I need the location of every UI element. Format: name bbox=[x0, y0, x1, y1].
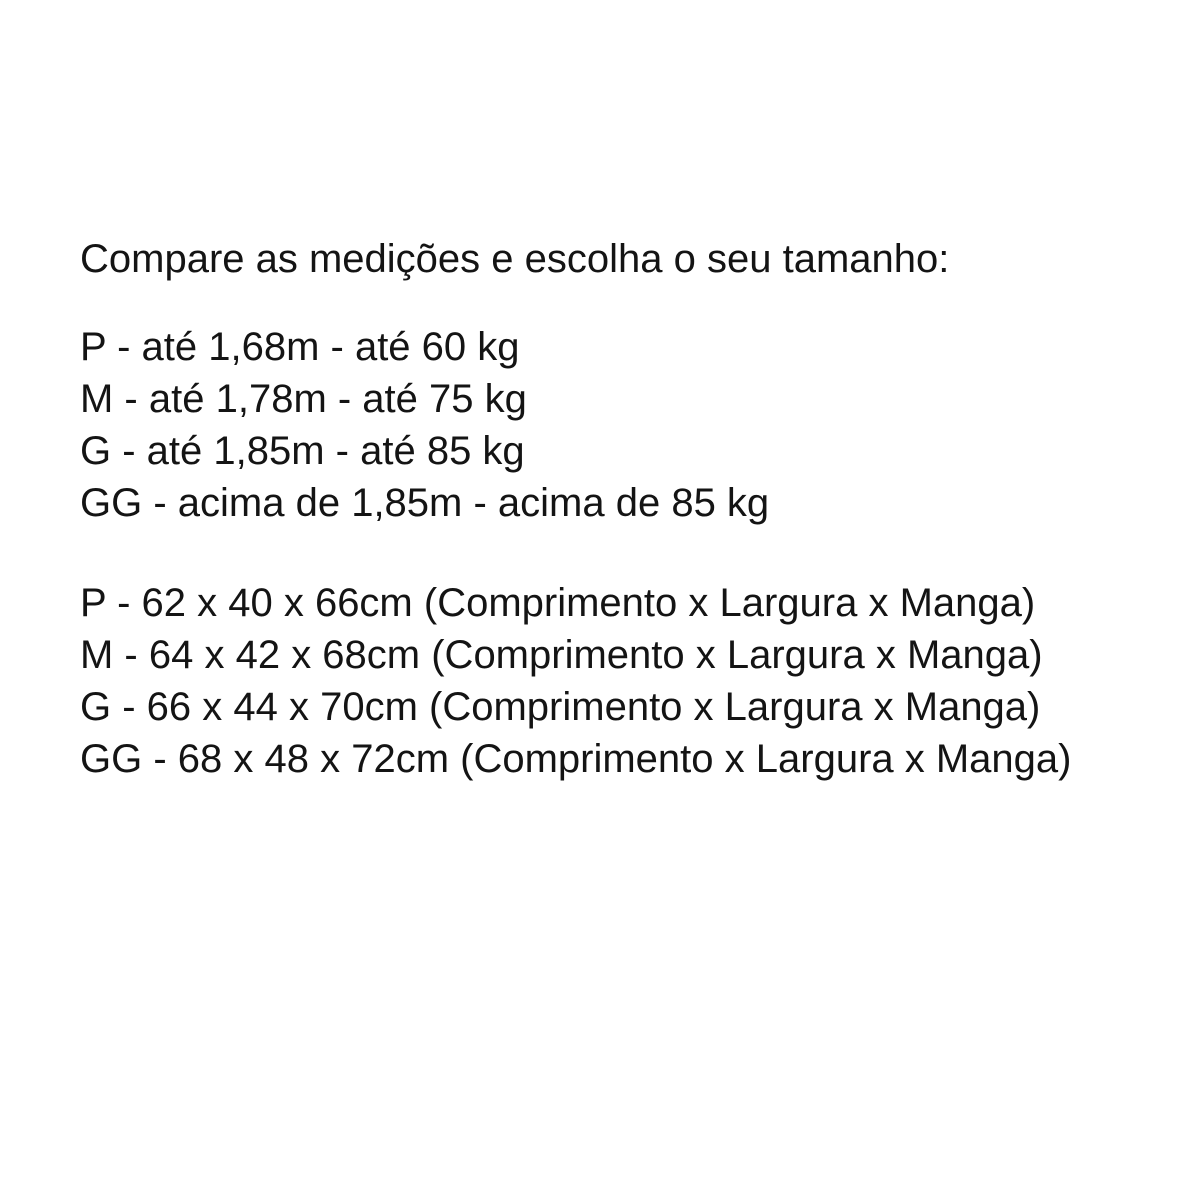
height-weight-list bbox=[80, 321, 1180, 529]
size-gg-measurements: GG - 68 x 48 x 72cm (Comprimento x Largura x Manga) bbox=[80, 737, 1072, 781]
size-guide bbox=[80, 233, 1180, 785]
size-m-measurements: M - 64 x 42 x 68cm (Comprimento x Largura x Manga) bbox=[80, 633, 1043, 677]
size-g-measurements: G - 66 x 44 x 70cm (Comprimento x Largura x Manga) bbox=[80, 685, 1041, 729]
size-p-height-weight: P - até 1,68m - até 60 kg bbox=[80, 325, 520, 369]
measurements-list bbox=[80, 577, 1180, 785]
size-m-height-weight: M - até 1,78m - até 75 kg bbox=[80, 377, 527, 421]
size-gg-height-weight: GG - acima de 1,85m - acima de 85 kg bbox=[80, 481, 770, 525]
size-p-measurements: P - 62 x 40 x 66cm (Comprimento x Largura x Manga) bbox=[80, 581, 1036, 625]
intro-text: Compare as medições e escolha o seu tamanho: bbox=[80, 237, 950, 281]
size-g-height-weight: G - até 1,85m - até 85 kg bbox=[80, 429, 525, 473]
